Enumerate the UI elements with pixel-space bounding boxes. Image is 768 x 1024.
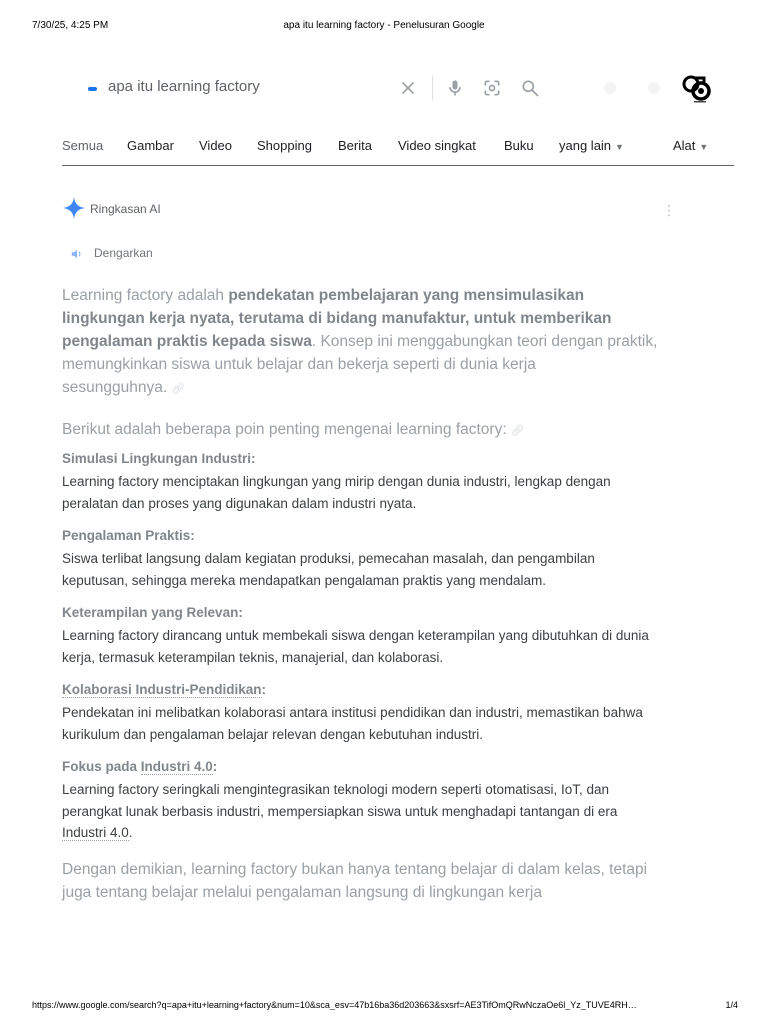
lens-camera-icon[interactable] xyxy=(480,76,504,100)
point-body xyxy=(62,779,662,844)
ai-intro-line xyxy=(62,421,662,439)
search-icon[interactable] xyxy=(518,76,542,100)
ai-sparkle-icon xyxy=(62,196,86,220)
search-accent-mark xyxy=(88,87,97,91)
tab-shopping[interactable]: Shopping xyxy=(257,138,312,153)
tab-books[interactable]: Buku xyxy=(504,138,534,153)
caret-down-icon: ▼ xyxy=(615,142,624,152)
lead-text-2: . Konsep ini menggabungkan teori dengan praktik, memungkinkan siswa untuk belajar dan bekerja seperti di dunia kerja sesungguhnya. xyxy=(62,333,658,396)
point-title: Pengalaman Praktis: xyxy=(62,528,195,543)
search-input[interactable]: apa itu learning factory xyxy=(108,78,260,95)
tab-more-label: yang lain xyxy=(559,138,612,153)
point-title-link[interactable]: Industri 4.0 xyxy=(140,759,213,774)
tab-all[interactable]: Semua xyxy=(62,138,104,153)
tab-images[interactable]: Gambar xyxy=(127,138,174,153)
speaker-icon xyxy=(70,247,84,261)
point-title-link[interactable]: Kolaborasi Industri-Pendidikan xyxy=(62,682,262,697)
point-body: Siswa terlibat langsung dalam kegiatan produksi, pemecahan masalah, dan pengambilan keputusan, sehingga mereka mendapatkan pengalaman praktis yang mendalam. xyxy=(62,551,595,588)
search-divider xyxy=(432,76,433,100)
print-page-title: apa itu learning factory - Penelusuran Google xyxy=(283,20,485,31)
tab-more[interactable] xyxy=(559,138,624,153)
labs-icon[interactable] xyxy=(648,82,660,94)
print-page-number: 1/4 xyxy=(725,1000,738,1010)
apps-icon[interactable] xyxy=(604,82,616,94)
point-title-suffix: : xyxy=(261,682,267,697)
point-body: Learning factory dirancang untuk membekali siswa dengan keterampilan yang dibutuhkan di dunia kerja, termasuk keterampilan teknis, manajerial, dan kolaborasi. xyxy=(62,628,649,665)
point-title xyxy=(62,759,662,774)
point-title: Simulasi Lingkungan Industri: xyxy=(62,451,256,466)
search-bar xyxy=(0,68,768,108)
point-title-prefix: Fokus pada xyxy=(62,759,141,774)
close-icon[interactable] xyxy=(396,76,420,100)
ai-overview-content xyxy=(62,284,662,904)
tab-short-videos[interactable]: Video singkat xyxy=(398,138,476,153)
lead-text-1: Learning factory adalah xyxy=(62,287,229,304)
tab-tools[interactable] xyxy=(673,138,708,153)
point-body-text: Learning factory seringkali mengintegrasikan teknologi modern seperti otomatisasi, IoT, dan perangkat lunak berbasis industri, mempersiapkan siswa untuk menghadapi tantangan di era xyxy=(62,782,618,819)
print-datetime: 7/30/25, 4:25 PM xyxy=(32,20,109,31)
point-body-end: . xyxy=(128,825,133,840)
tab-tools-label: Alat xyxy=(673,138,696,153)
caret-down-icon: ▼ xyxy=(699,142,709,152)
listen-label: Dengarkan xyxy=(94,246,153,260)
lead-highlight: pendekatan pembelajaran yang mensimulasikan lingkungan kerja nyata, terutama di bidang manufaktur, untuk memberikan pengalaman praktis kepada siswa xyxy=(62,287,612,350)
print-url: https://www.google.com/search?q=apa+itu+learning+factory&num=10&sca_esv=47b16ba36d203663&sxsrf=AE3TifOmQRwNczaOe6l_Yz_TUVE4RH… xyxy=(32,1000,637,1010)
tab-news[interactable]: Berita xyxy=(338,138,372,153)
point-body: Learning factory menciptakan lingkungan yang mirip dengan dunia industri, lengkap dengan peralatan dan proses yang digunakan dalam industri nyata. xyxy=(62,474,611,511)
point-title xyxy=(62,682,662,697)
point-body: Pendekatan ini melibatkan kolaborasi antara institusi pendidikan dan industri, memastikan bahwa kurikulum dan pengalaman belajar relevan dengan kebutuhan industri. xyxy=(62,705,643,742)
link-icon[interactable]: 🔗︎ xyxy=(171,383,186,395)
link-icon[interactable]: 🔗︎ xyxy=(510,425,525,437)
microphone-icon[interactable] xyxy=(443,76,467,100)
more-options-icon[interactable]: ⋮ xyxy=(662,202,676,218)
print-footer xyxy=(0,988,768,1024)
point-title-suffix: : xyxy=(212,759,218,774)
ai-lead-paragraph xyxy=(62,284,662,401)
print-header xyxy=(0,0,768,40)
intro-text: Berikut adalah beberapa poin penting mengenai learning factory: xyxy=(62,421,507,438)
point-body-link[interactable]: Industri 4.0 xyxy=(62,825,129,840)
tabs-divider xyxy=(62,165,734,166)
tab-video[interactable]: Video xyxy=(199,138,233,153)
ai-overview-title: Ringkasan AI xyxy=(90,202,161,216)
ai-closing-paragraph: Dengan demikian, learning factory bukan hanya tentang belajar di dalam kelas, tetapi juga tentang belajar melalui pengalaman langsung di lingkungan kerja xyxy=(62,860,648,901)
point-title: Keterampilan yang Relevan: xyxy=(62,605,243,620)
avatar[interactable] xyxy=(680,72,714,106)
